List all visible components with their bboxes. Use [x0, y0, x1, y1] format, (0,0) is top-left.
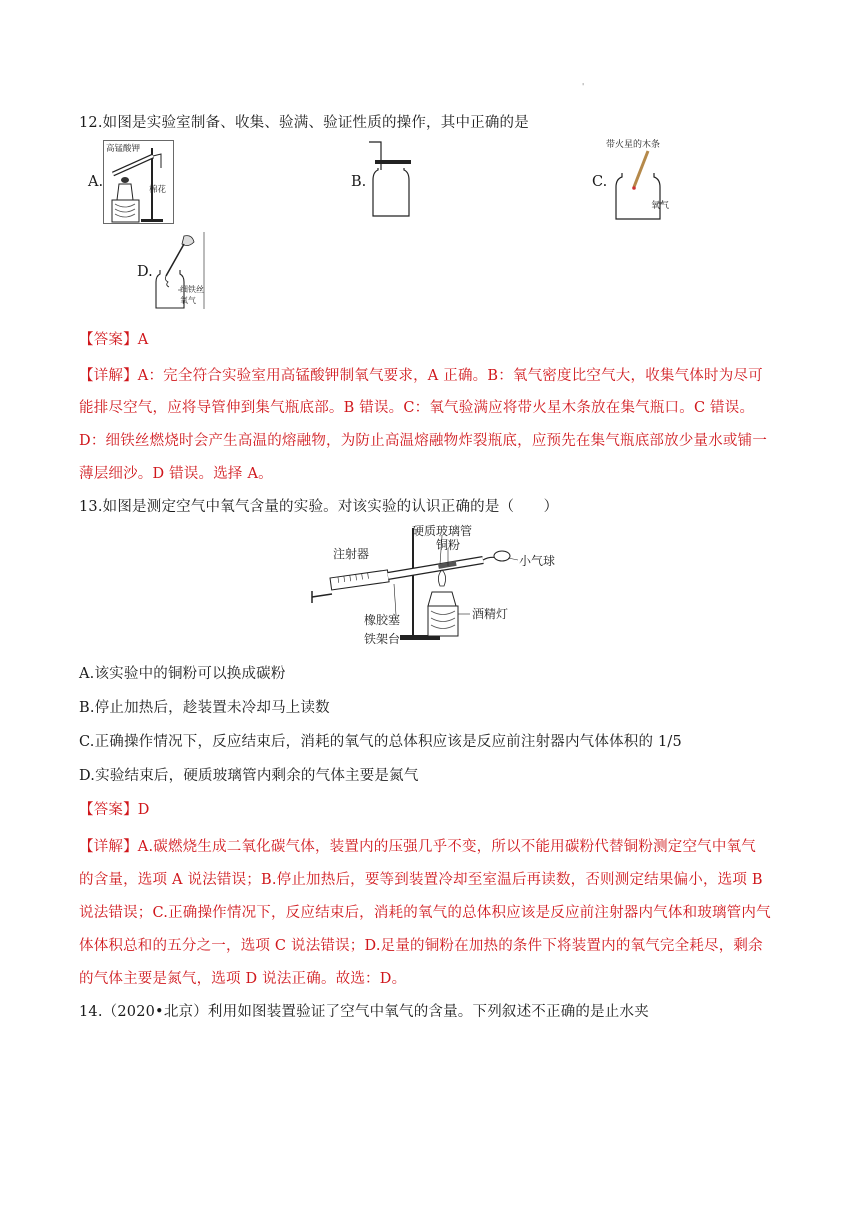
q12-c-label-oxygen: 氧气 — [651, 201, 670, 211]
q12-option-a: A. — [88, 174, 104, 190]
page-mark: ' — [582, 82, 585, 91]
q12-d-label-oxygen: 氧气 — [180, 296, 196, 305]
q13-detail-line-3: 说法错误；C.正确操作情况下，反应结束后，消耗的氧气的总体积应该是反应前注射器内气体和玻璃管内气 — [79, 905, 771, 921]
q12-answer: 【答案】A — [79, 332, 149, 348]
q12-figure-a — [103, 140, 175, 224]
q13-question: 13.如图是测定空气中氧气含量的实验。对该实验的认识正确的是（ ） — [79, 499, 559, 515]
q12-figure-d — [152, 232, 208, 310]
q13-detail-line-1: 【详解】A.碳燃烧生成二氧化碳气体，装置内的压强几乎不变，所以不能用碳粉代替铜粉测定空气中氧气 — [79, 839, 756, 855]
q13-label-lamp: 酒精灯 — [472, 607, 509, 621]
q12-detail-line-3: D：细铁丝燃烧时会产生高温的熔融物，为防止高温熔融物炸裂瓶底，应预先在集气瓶底部放少量水或铺一 — [79, 433, 768, 449]
q12-d-label-wire: 细铁丝 — [180, 285, 204, 294]
q13-label-stopper: 橡胶塞 — [364, 613, 401, 627]
q13-option-a: A.该实验中的铜粉可以换成碳粉 — [79, 666, 286, 682]
q13-option-c: C.正确操作情况下，反应结束后，消耗的氧气的总体积应该是反应前注射器内气体体积的 1/5 — [79, 734, 682, 750]
q12-a-label-kmno4: 高锰酸钾 — [106, 144, 141, 154]
q13-label-syringe: 注射器 — [333, 547, 370, 561]
q12-a-label-cotton: 棉花 — [149, 185, 167, 195]
q12-c-label-splint: 带火星的木条 — [606, 140, 661, 150]
q13-answer: 【答案】D — [79, 802, 150, 818]
q13-label-balloon: 小气球 — [519, 554, 556, 568]
q12-question: 12.如图是实验室制备、收集、验满、验证性质的操作，其中正确的是 — [79, 115, 529, 131]
q12-figure-c — [604, 137, 679, 221]
q12-detail-line-1: 【详解】A：完全符合实验室用高锰酸钾制氧气要求，A 正确。B：氧气密度比空气大，收集气体时为尽可 — [79, 368, 763, 384]
q12-option-b: B. — [351, 174, 367, 190]
q13-apparatus-figure — [308, 520, 558, 648]
q13-detail-line-2: 的含量，选项 A 说法错误；B.停止加热后，要等到装置冷却至室温后再读数，否则测定结果偏小，选项 B — [79, 872, 763, 888]
q13-option-d: D.实验结束后，硬质玻璃管内剩余的气体主要是氮气 — [79, 768, 419, 784]
q12-detail-line-4: 薄层细沙。D 错误。选择 A。 — [79, 466, 273, 482]
q12-figure-b — [365, 140, 415, 220]
q13-label-stand: 铁架台 — [364, 632, 401, 646]
q13-detail-line-5: 的气体主要是氮气，选项 D 说法正确。故选：D。 — [79, 971, 407, 987]
q13-label-glass-tube: 硬质玻璃管 — [412, 524, 473, 538]
q13-option-b: B.停止加热后，趁装置未冷却马上读数 — [79, 700, 330, 716]
q13-label-copper: 铜粉 — [436, 538, 461, 552]
q14-question: 14.（2020•北京）利用如图装置验证了空气中氧气的含量。下列叙述不正确的是止水夹 — [79, 1004, 649, 1020]
q12-detail-line-2: 能排尽空气，应将导管伸到集气瓶底部。B 错误。C：氧气验满应将带火星木条放在集气瓶口。C 错误。 — [79, 400, 755, 416]
q13-detail-line-4: 体体积总和的五分之一，选项 C 说法错误；D.足量的铜粉在加热的条件下将装置内的氧气完全耗尽，剩余 — [79, 938, 763, 954]
q12-option-c: C. — [592, 174, 608, 190]
q12-option-d: D. — [137, 264, 153, 280]
